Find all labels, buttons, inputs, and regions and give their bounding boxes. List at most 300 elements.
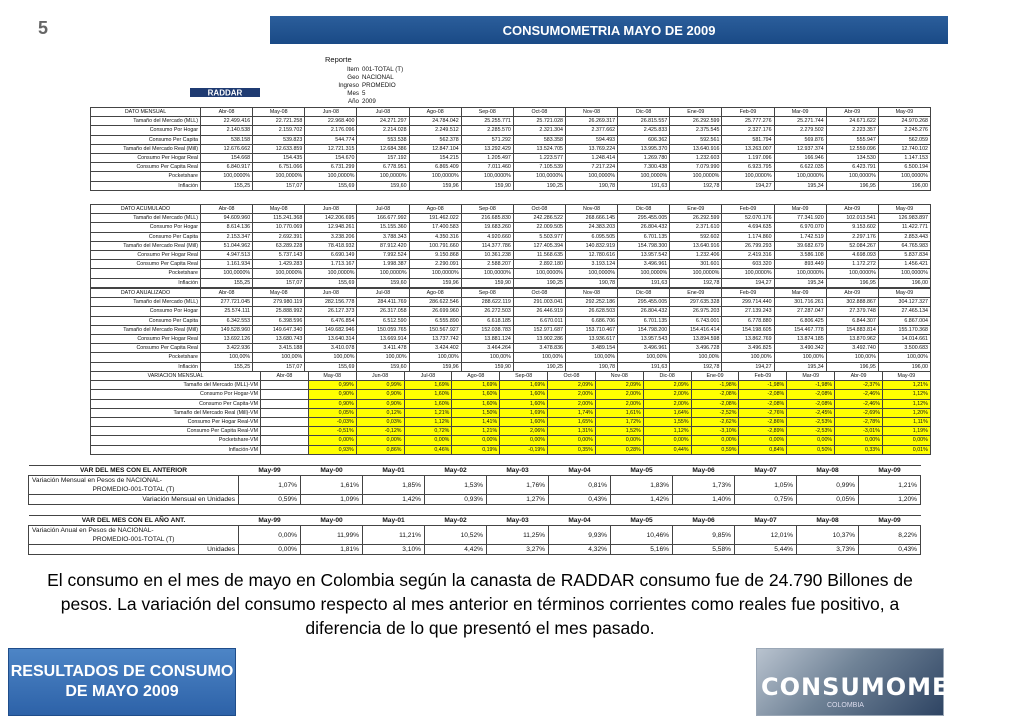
table-cell: 2.159.702 [253, 126, 305, 135]
table-cell: -2,08% [787, 399, 835, 408]
table-cell: 1,21% [882, 381, 930, 390]
table-cell: 0,75% [735, 495, 797, 505]
table-cell: 154.416.414 [670, 325, 722, 334]
column-header: Nov-08 [595, 372, 643, 381]
table-cell: 1,60% [500, 417, 548, 426]
table-cell: 196,00 [878, 362, 930, 371]
table-cell: 25.271.744 [774, 117, 826, 126]
table-cell: 1,83% [611, 476, 673, 495]
table-cell: 1.713.167 [305, 260, 357, 269]
table-cell: 6.923.795 [722, 163, 774, 172]
table-cell: 3.788.343 [357, 232, 409, 241]
row-label: Tamaño del Mercado (MLL) [91, 298, 201, 307]
table-cell: 2.249.512 [409, 126, 461, 135]
column-header: May-01 [363, 516, 425, 526]
table-cell: 6.751.066 [253, 163, 305, 172]
table-cell: 6.778.880 [722, 316, 774, 325]
report-row [325, 66, 403, 74]
table-cell: 1,21% [452, 427, 500, 436]
column-header: May-99 [239, 516, 301, 526]
table-cell: 27.139.243 [722, 307, 774, 316]
table-cell: 562.059 [878, 135, 930, 144]
table-cell: 191,63 [618, 362, 670, 371]
column-header: Mar-09 [774, 205, 826, 214]
table-cell: 157,07 [253, 278, 305, 287]
table-cell: -2,37% [835, 381, 883, 390]
table-cell: 6.512.590 [357, 316, 409, 325]
column-header: May-07 [735, 516, 797, 526]
table-cell: 26.804.432 [618, 307, 670, 316]
table-cell: 5,58% [673, 545, 735, 555]
table-cell: 1,19% [882, 427, 930, 436]
column-header: Ene-09 [691, 372, 739, 381]
table-cell: 192,78 [670, 181, 722, 190]
table-cell: 10,37% [797, 526, 859, 545]
report-key: Mes [347, 90, 359, 97]
table-cell: 24.970.268 [878, 117, 930, 126]
table-cell: 157,07 [253, 181, 305, 190]
table-cell: -1,98% [739, 381, 787, 390]
row-label: Consumo Por Hogar [91, 126, 201, 135]
table-cell: 11,25% [487, 526, 549, 545]
table-variacion-mensual [90, 371, 931, 455]
table-cell: 0,90% [308, 399, 356, 408]
table-cell: -2,46% [835, 390, 883, 399]
table-cell: 166.946 [774, 153, 826, 162]
column-header: May-00 [301, 466, 363, 476]
table-cell: 190,25 [513, 181, 565, 190]
table-cell: 100,0000% [670, 172, 722, 181]
table-cell: -2,76% [739, 408, 787, 417]
table-row [91, 353, 931, 362]
table-cell: 292.252.186 [565, 298, 617, 307]
table-cell: 1,60% [500, 390, 548, 399]
table-cell: 0,93% [425, 495, 487, 505]
table-cell: 0,00% [691, 436, 739, 445]
column-header: May-08 [253, 289, 305, 298]
table-cell: 0,00% [548, 436, 596, 445]
table-cell: 3,73% [797, 545, 859, 555]
logo-text: RADDAR [207, 88, 243, 98]
table-cell: 4.350.316 [409, 232, 461, 241]
table-cell: 279.980.119 [253, 298, 305, 307]
table-cell: 1,76% [487, 476, 549, 495]
table-row [29, 545, 921, 555]
table-cell: -3,10% [691, 427, 739, 436]
table-cell: 2,00% [643, 399, 691, 408]
column-header: Sep-08 [461, 289, 513, 298]
table-cell: 115.241.368 [253, 214, 305, 223]
table-cell: 196,00 [878, 181, 930, 190]
table-cell: 154.670 [305, 153, 357, 162]
column-header: Ago-08 [409, 289, 461, 298]
table-row [91, 260, 931, 269]
table-cell: 606.362 [618, 135, 670, 144]
table-cell: 1,55% [643, 417, 691, 426]
table-cell: 3,10% [363, 545, 425, 555]
row-label-line-1: Variación Mensual en Unidades [142, 496, 235, 504]
table-row [91, 381, 931, 390]
table-cell: 26.628.503 [565, 307, 617, 316]
table-cell: 0,00% [787, 436, 835, 445]
row-label: Consumo Per Hogar Real-VM [91, 417, 261, 426]
row-label: Consumo Per Capita [91, 232, 201, 241]
table-cell: 594.493 [565, 135, 617, 144]
row-label: Consumo Per Hogar Real [91, 250, 201, 259]
table-cell: 100,0000% [253, 172, 305, 181]
table-cell: 0,86% [356, 445, 404, 454]
table-cell: 27.287.047 [774, 307, 826, 316]
table-cell: 562.378 [409, 135, 461, 144]
row-label [29, 526, 239, 545]
table-cell: 297.635.328 [670, 298, 722, 307]
table-cell: 603.320 [722, 260, 774, 269]
banner-title: CONSUMOMETRIA MAYO DE 2009 [270, 16, 948, 44]
table-cell: -2,53% [787, 417, 835, 426]
table-cell: 100,0000% [305, 269, 357, 278]
table-cell: 4.947.513 [201, 250, 253, 259]
table-cell: 154.435 [253, 153, 305, 162]
table-cell: 3.415.188 [253, 344, 305, 353]
table-cell: 1,11% [882, 417, 930, 426]
table-cell: 2.297.176 [826, 232, 878, 241]
table-row [91, 135, 931, 144]
column-header: Ene-09 [670, 108, 722, 117]
table-cell: 51.044.962 [201, 241, 253, 250]
table-cell: 8.614.136 [201, 223, 253, 232]
table-cell: 155,69 [305, 181, 357, 190]
table-cell: 5.737.143 [253, 250, 305, 259]
row-label: Pocketshare-VM [91, 436, 261, 445]
table-cell: -1,98% [787, 381, 835, 390]
page-number: 5 [38, 18, 49, 38]
column-header: Dic-08 [643, 372, 691, 381]
table-cell: 288.622.119 [461, 298, 513, 307]
table-cell: 5.503.977 [513, 232, 565, 241]
table-cell: 190,25 [513, 362, 565, 371]
row-label: Tamaño del Mercado (MLL) [91, 117, 201, 126]
table-cell: 194,27 [722, 181, 774, 190]
table-cell: 6.690.149 [305, 250, 357, 259]
report-row [325, 90, 403, 98]
table-cell: -2,53% [787, 427, 835, 436]
table-cell: 0,00% [739, 436, 787, 445]
table-cell: 2.377.662 [565, 126, 617, 135]
table-cell: -2,08% [739, 390, 787, 399]
table-row [91, 362, 931, 371]
table-cell: 286.622.546 [409, 298, 461, 307]
table-cell: 63.289.228 [253, 241, 305, 250]
table-cell: 277.721.045 [201, 298, 253, 307]
table-row [91, 241, 931, 250]
table-cell: 2.153.347 [201, 232, 253, 241]
table-cell: 0,05% [797, 495, 859, 505]
row-label: Consumo Per Capita-VM [91, 399, 261, 408]
table-cell: 155,25 [201, 181, 253, 190]
table-cell: 6.618.185 [461, 316, 513, 325]
table-cell: 1,40% [673, 495, 735, 505]
table-cell: 0,84% [739, 445, 787, 454]
table-cell: 152.038.783 [461, 325, 513, 334]
table-cell: 583.358 [513, 135, 565, 144]
table-cell-empty [261, 399, 309, 408]
table-cell: 0,00% [239, 526, 301, 545]
table-cell: -1,98% [691, 381, 739, 390]
table-cell-empty [261, 390, 309, 399]
row-label: Inflación [91, 181, 201, 190]
table-cell: 6.398.596 [253, 316, 305, 325]
column-header: Ago-08 [409, 205, 461, 214]
table-cell: 11.422.771 [878, 223, 930, 232]
table-cell: 159,90 [461, 278, 513, 287]
table-cell: 1,69% [404, 381, 452, 390]
brand-subtext: COLOMBIA [827, 702, 864, 709]
table-cell: 2.375.545 [670, 126, 722, 135]
table-cell: 1,12% [882, 390, 930, 399]
table-cell: 893.449 [774, 260, 826, 269]
table-cell: 25.255.771 [461, 117, 513, 126]
column-header: Jun-08 [305, 289, 357, 298]
row-label: Tamaño del Mercado Real (Mill) [91, 241, 201, 250]
row-label-line-1: Variación Anual en Pesos de NACIONAL- [32, 527, 154, 535]
table-cell: 6.743.001 [670, 316, 722, 325]
column-header: Jul-08 [357, 289, 409, 298]
table-title: VAR DEL MES CON EL AÑO ANT. [29, 516, 239, 526]
table-cell: 291.003.041 [513, 298, 565, 307]
table-cell: 10.361.238 [461, 250, 513, 259]
table-cell: 1,21% [859, 476, 921, 495]
row-label: Consumo Per Capita Real [91, 260, 201, 269]
table-cell: 190,78 [565, 181, 617, 190]
table-cell: 1,85% [363, 476, 425, 495]
table-cell: 26.815.557 [618, 117, 670, 126]
table-cell: 100,00% [513, 353, 565, 362]
table-title: VAR DEL MES CON EL ANTERIOR [29, 466, 239, 476]
table-cell: 0,00% [239, 545, 301, 555]
table-cell: 190,78 [565, 278, 617, 287]
table-cell: 7.105.539 [513, 163, 565, 172]
table-cell: 1,52% [595, 427, 643, 436]
column-header: Nov-08 [565, 205, 617, 214]
table-cell: 4.694.635 [722, 223, 774, 232]
table-cell: 155,25 [201, 278, 253, 287]
table-cell: 6.840.917 [201, 163, 253, 172]
table-cell: 1.223.577 [513, 153, 565, 162]
table-cell: 2,00% [595, 399, 643, 408]
report-title: Reporte [325, 55, 352, 64]
table-cell: 0,00% [882, 436, 930, 445]
table-cell: 268.666.145 [565, 214, 617, 223]
column-header: May-03 [487, 516, 549, 526]
column-header: Abr-09 [835, 372, 883, 381]
table-cell: 13.870.962 [826, 334, 878, 343]
table-cell: 301.716.261 [774, 298, 826, 307]
table-cell-empty [261, 436, 309, 445]
table-cell: 4.920.660 [461, 232, 513, 241]
column-header: May-09 [859, 516, 921, 526]
table-cell: 100,0000% [618, 269, 670, 278]
table-cell: 166.677.992 [357, 214, 409, 223]
table-cell: 6.670.011 [513, 316, 565, 325]
table-cell: 24.784.042 [409, 117, 461, 126]
table-row [29, 476, 921, 495]
column-header: Mar-09 [774, 108, 826, 117]
table-cell: 295.455.005 [618, 298, 670, 307]
table-cell: 11,21% [363, 526, 425, 545]
table-cell: 100,0000% [357, 172, 409, 181]
table-cell: 2,09% [548, 381, 596, 390]
table-cell: -0,03% [308, 417, 356, 426]
table-var-mes-anterior [28, 465, 921, 505]
table-row [91, 307, 931, 316]
row-label: Consumo Per Hogar Real [91, 153, 201, 162]
table-cell: 154.467.778 [774, 325, 826, 334]
table-cell: -2,45% [787, 408, 835, 417]
table-cell: 0,46% [404, 445, 452, 454]
table-cell: 295.455.005 [618, 214, 670, 223]
table-cell: 581.794 [722, 135, 774, 144]
table-cell: 1,12% [404, 417, 452, 426]
column-header: Oct-08 [548, 372, 596, 381]
column-header: May-05 [611, 466, 673, 476]
table-header-row [29, 466, 921, 476]
table-row [91, 445, 931, 454]
table-cell: 159,60 [357, 362, 409, 371]
column-header: May-09 [878, 108, 930, 117]
table-cell: 100,0000% [513, 172, 565, 181]
table-cell: 3,27% [487, 545, 549, 555]
table-cell: 592.561 [670, 135, 722, 144]
row-label: Tamaño del Mercado Real (Mill) [91, 144, 201, 153]
table-cell: 6.867.004 [878, 316, 930, 325]
table-row [91, 163, 931, 172]
table-cell: 155,25 [201, 362, 253, 371]
table-cell: 4,42% [425, 545, 487, 555]
table-cell: 13.862.769 [722, 334, 774, 343]
report-value: NACIONAL [362, 74, 394, 81]
column-header: May-08 [308, 372, 356, 381]
table-row [91, 223, 931, 232]
table-row [91, 417, 931, 426]
table-cell: 7.300.438 [618, 163, 670, 172]
table-cell: -2,62% [691, 417, 739, 426]
table-cell-empty [261, 408, 309, 417]
table-row [91, 298, 931, 307]
table-cell: 159,96 [409, 181, 461, 190]
table-cell: 10,46% [611, 526, 673, 545]
table-cell: 216.685.830 [461, 214, 513, 223]
table-cell: 3.424.402 [409, 344, 461, 353]
table-cell: 13.936.617 [565, 334, 617, 343]
table-cell: 52.070.176 [722, 214, 774, 223]
table-cell: 26.292.599 [670, 117, 722, 126]
column-header: Jun-08 [305, 108, 357, 117]
table-cell: 1,61% [595, 408, 643, 417]
table-cell: 301.601 [670, 260, 722, 269]
table-cell: 1,42% [611, 495, 673, 505]
table-cell: 196,95 [826, 278, 878, 287]
column-header: Ago-08 [409, 108, 461, 117]
table-header-row [91, 108, 931, 117]
table-cell: 0,99% [308, 381, 356, 390]
table-cell: 13.692.126 [201, 334, 253, 343]
table-cell: 6.622.035 [774, 163, 826, 172]
table-cell: 157.192 [357, 153, 409, 162]
table-cell: 571.292 [461, 135, 513, 144]
column-header: Mar-09 [787, 372, 835, 381]
table-row [91, 144, 931, 153]
table-row [91, 153, 931, 162]
table-cell: 2.245.276 [878, 126, 930, 135]
row-label [29, 476, 239, 495]
table-cell: 100,00% [878, 353, 930, 362]
table-cell: 155,69 [305, 278, 357, 287]
table-cell: 1,60% [452, 399, 500, 408]
table-cell: 2,09% [643, 381, 691, 390]
table-cell: 242.286.522 [513, 214, 565, 223]
column-header: May-07 [735, 466, 797, 476]
row-label: Consumo Per Capita Real-VM [91, 427, 261, 436]
column-header: May-08 [253, 205, 305, 214]
table-cell: 3.586.108 [774, 250, 826, 259]
table-cell: 2.892.180 [513, 260, 565, 269]
table-cell: 114.377.786 [461, 241, 513, 250]
table-cell: 3.492.740 [826, 344, 878, 353]
table-cell: 284.411.769 [357, 298, 409, 307]
table-cell: 1.197.096 [722, 153, 774, 162]
table-cell: 1,74% [548, 408, 596, 417]
table-cell: 6.686.706 [565, 316, 617, 325]
row-label-line-2: PROMEDIO-001-TOTAL (T) [92, 486, 175, 494]
table-row [91, 126, 931, 135]
table-cell: 3.238.206 [305, 232, 357, 241]
table-cell: 25.574.111 [201, 307, 253, 316]
table-cell: 3.496.825 [722, 344, 774, 353]
table-cell: 2,00% [548, 399, 596, 408]
column-header: Abr-09 [826, 289, 878, 298]
table-cell: 12.937.374 [774, 144, 826, 153]
column-header: Sep-08 [461, 205, 513, 214]
row-label: Consumo Por Hogar-VM [91, 390, 261, 399]
table-cell: 13.292.429 [461, 144, 513, 153]
column-header: May-06 [673, 466, 735, 476]
brand-text: CONSUMOMETRIA [761, 673, 1016, 701]
table-cell: 13.894.598 [670, 334, 722, 343]
table-cell: 196,95 [826, 181, 878, 190]
table-cell: -2,08% [691, 399, 739, 408]
table-cell: 100,0000% [253, 269, 305, 278]
table-cell: 1,60% [500, 399, 548, 408]
table-cell: 5.837.834 [878, 250, 930, 259]
column-header: May-08 [797, 516, 859, 526]
row-label: Consumo Per Capita [91, 316, 201, 325]
table-cell: 2.853.443 [878, 232, 930, 241]
table-cell: 13.737.742 [409, 334, 461, 343]
table-dato-anualizado [90, 288, 931, 372]
table-cell: 1,73% [673, 476, 735, 495]
column-header: Ene-09 [670, 205, 722, 214]
table-cell: 25.721.028 [513, 117, 565, 126]
table-cell-empty [261, 445, 309, 454]
table-cell: -2,08% [739, 399, 787, 408]
table-cell: 3.496.961 [618, 260, 670, 269]
table-cell: 194,27 [722, 278, 774, 287]
table-cell: 3.496.961 [618, 344, 670, 353]
table-cell: 25.777.276 [722, 117, 774, 126]
column-header: Abr-08 [201, 108, 253, 117]
table-cell: 26.804.432 [618, 223, 670, 232]
table-cell: 15.155.360 [357, 223, 409, 232]
